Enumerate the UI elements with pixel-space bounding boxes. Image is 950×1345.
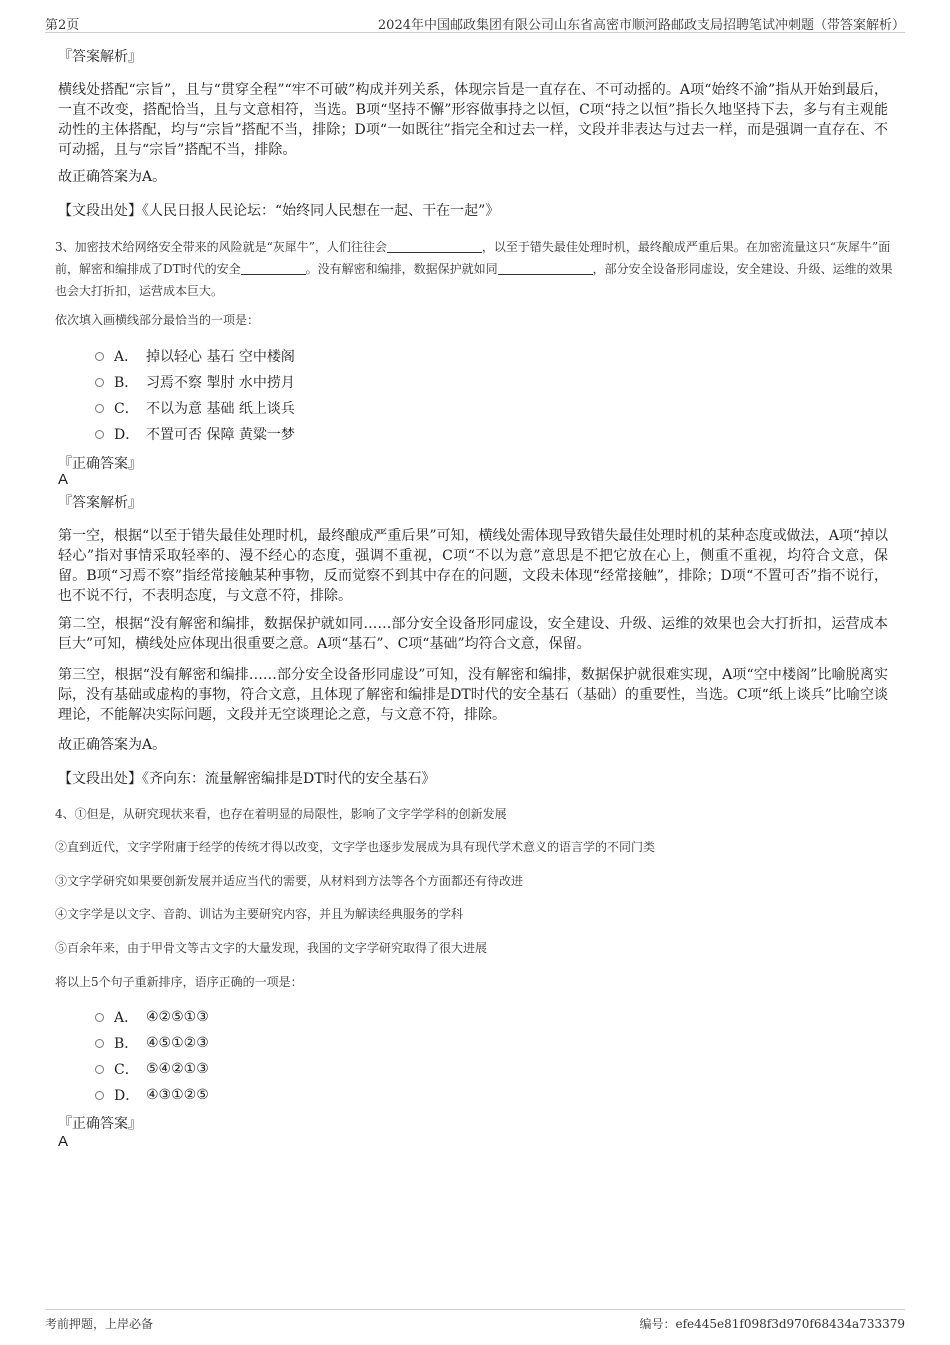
q3-option-d[interactable] <box>95 423 295 445</box>
option-text: 掉以轻心 基石 空中楼阁 <box>146 349 295 365</box>
q3-option-c[interactable] <box>95 397 295 419</box>
q3-analysis-3: 第三空，根据“没有解密和编排……部分安全设备形同虚设”可知，没有解密和编排，数据保护就很难实现，A项“空中楼阁”比喻脱离实际，没有基础或虚构的事物，符合文意，且体现了解密和编排是DT时代的安全基石（基础）的重要性，当选。C项“纸上谈兵”比喻空谈理论，不能解决实际问题，文段并无空谈理论之意，与文意不符，排除。 <box>58 667 888 723</box>
radio-icon[interactable] <box>95 352 104 361</box>
option-letter: C． <box>114 401 139 417</box>
q4-answer: A <box>58 1133 69 1150</box>
q3-analysis-2: 第二空，根据“没有解密和编排，数据保护就如同……部分安全设备形同虚设，安全建设、升级、运维的效果也会大打折扣，运营成本巨大”可知，横线处应体现出很重要之意。A项“基石”、C项“基础”均符合文意，保留。 <box>58 616 888 652</box>
q3-option-a[interactable] <box>95 345 295 367</box>
q3-analysis-label: 『答案解析』 <box>58 495 142 511</box>
option-text: ⑤④②①③ <box>146 1061 209 1077</box>
q3-source: 【文段出处】《齐向东：流量解密编排是DT时代的安全基石》 <box>58 771 436 787</box>
option-letter: A． <box>114 349 139 365</box>
q4-sentence-5: ⑤百余年来，由于甲骨文等古文字的大量发现，我国的文字学研究取得了很大进展 <box>55 941 488 955</box>
footer-slogan: 考前押题，上岸必备 <box>45 1317 154 1331</box>
q4-answer-label: 『正确答案』 <box>58 1116 142 1132</box>
blank-2 <box>241 260 306 275</box>
footer-serial: 编号：efe445e81f098f3d970f68434a733379 <box>639 1317 905 1331</box>
radio-icon[interactable] <box>95 378 104 387</box>
q3-stem-part-2: ，以至于错失最佳处理时机，最终酿成严重后果。在加密流量这只“灰犀牛”面前，解密和编排成了DT时代的安全 <box>55 240 891 276</box>
q4-sentence-3: ③文字学研究如果要创新发展并适应当代的需要，从材料到方法等各个方面都还有待改进 <box>55 874 524 888</box>
q4-option-a[interactable] <box>95 1006 209 1028</box>
blank-1 <box>387 238 482 253</box>
option-text: ④⑤①②③ <box>146 1035 209 1051</box>
radio-icon[interactable] <box>95 1091 104 1100</box>
radio-icon[interactable] <box>95 404 104 413</box>
radio-icon[interactable] <box>95 1065 104 1074</box>
q3-stem-part-3: 。没有解密和编排，数据保护就如同 <box>305 262 498 276</box>
q3-stem-part-1: 3、加密技术给网络安全带来的风险就是“灰犀牛”，人们往往会 <box>55 240 387 254</box>
q3-prompt: 依次填入画横线部分最恰当的一项是： <box>55 313 260 327</box>
q4-option-b[interactable] <box>95 1032 209 1054</box>
q2-source: 【文段出处】《人民日报人民论坛：“始终同人民想在一起、干在一起”》 <box>58 203 500 219</box>
blank-3 <box>498 260 593 275</box>
q4-sentence-1: 4、①但是，从研究现状来看，也存在着明显的局限性，影响了文字学学科的创新发展 <box>55 807 507 821</box>
q3-analysis-1: 第一空，根据“以至于错失最佳处理时机，最终酿成严重后果”可知，横线处需体现导致错失最佳处理时机的某种态度或做法，A项“掉以轻心”指对事情采取轻率的、漫不经心的态度，强调不重视，C项“不以为意”意思是不把它放在心上，侧重不重视，均符合文意，保留。B项“习焉不察”指经常接触某种事物，反而觉察不到其中存在的问题，文段未体现“经常接触”，排除；D项“不置可否”指不说行，也不说不行，不表明态度，与文意不符，排除。 <box>58 528 888 604</box>
radio-icon[interactable] <box>95 1013 104 1022</box>
q4-sentence-2: ②直到近代，文字学附庸于经学的传统才得以改变，文字学也逐步发展成为具有现代学术意义的语言学的不同门类 <box>55 840 656 854</box>
q2-analysis: 横线处搭配“宗旨”，且与“贯穿全程”“牢不可破”构成并列关系，体现宗旨是一直存在、不可动摇的。A项“始终不渝”指从开始到最后，一直不改变，搭配恰当，且与文意相符，当选。B项“坚持不懈”形容做事持之以恒，C项“持之以恒”指长久地坚持下去，多与有主观能动性的主体搭配，均与“宗旨”搭配不当，排除；D项“一如既往”指完全和过去一样，文段并非表达与过去一样，而是强调一直存在、不可动摇，且与“宗旨”搭配不当，排除。 <box>58 82 888 158</box>
option-letter: B． <box>114 375 139 391</box>
option-letter: B． <box>114 1036 139 1052</box>
option-text: 习焉不察 掣肘 水中捞月 <box>146 375 295 391</box>
q3-answer-label: 『正确答案』 <box>58 456 142 472</box>
q3-stem-part-4: ，部分安全设备形同虚设，安全建设、升级、运维的效果也会大打折扣，运营成本巨大。 <box>55 262 893 298</box>
option-text: ④②⑤①③ <box>146 1009 209 1025</box>
q3-conclusion: 故正确答案为A。 <box>58 737 167 753</box>
q3-option-b[interactable] <box>95 371 295 393</box>
document-title: 2024年中国邮政集团有限公司山东省高密市顺河路邮政支局招聘笔试冲刺题（带答案解析） <box>377 18 905 33</box>
q4-option-d[interactable] <box>95 1084 209 1106</box>
q2-analysis-label: 『答案解析』 <box>58 49 142 65</box>
radio-icon[interactable] <box>95 1039 104 1048</box>
q4-prompt: 将以上5个句子重新排序，语序正确的一项是： <box>55 975 303 989</box>
option-letter: D． <box>114 1088 140 1104</box>
q4-option-c[interactable] <box>95 1058 209 1080</box>
option-letter: A． <box>114 1010 139 1026</box>
q4-sentence-4: ④文字学是以文字、音韵、训诂为主要研究内容，并且为解读经典服务的学科 <box>55 907 464 921</box>
option-text: ④③①②⑤ <box>146 1087 209 1103</box>
q3-stem <box>55 236 900 302</box>
page-number: 第2页 <box>45 18 80 33</box>
option-letter: D． <box>114 427 140 443</box>
page-footer <box>45 1309 905 1334</box>
page-header <box>45 12 905 33</box>
q3-answer: A <box>58 471 69 488</box>
option-text: 不置可否 保障 黄粱一梦 <box>146 427 295 443</box>
radio-icon[interactable] <box>95 430 104 439</box>
option-letter: C． <box>114 1062 139 1078</box>
option-text: 不以为意 基础 纸上谈兵 <box>146 401 295 417</box>
q2-conclusion: 故正确答案为A。 <box>58 169 167 185</box>
